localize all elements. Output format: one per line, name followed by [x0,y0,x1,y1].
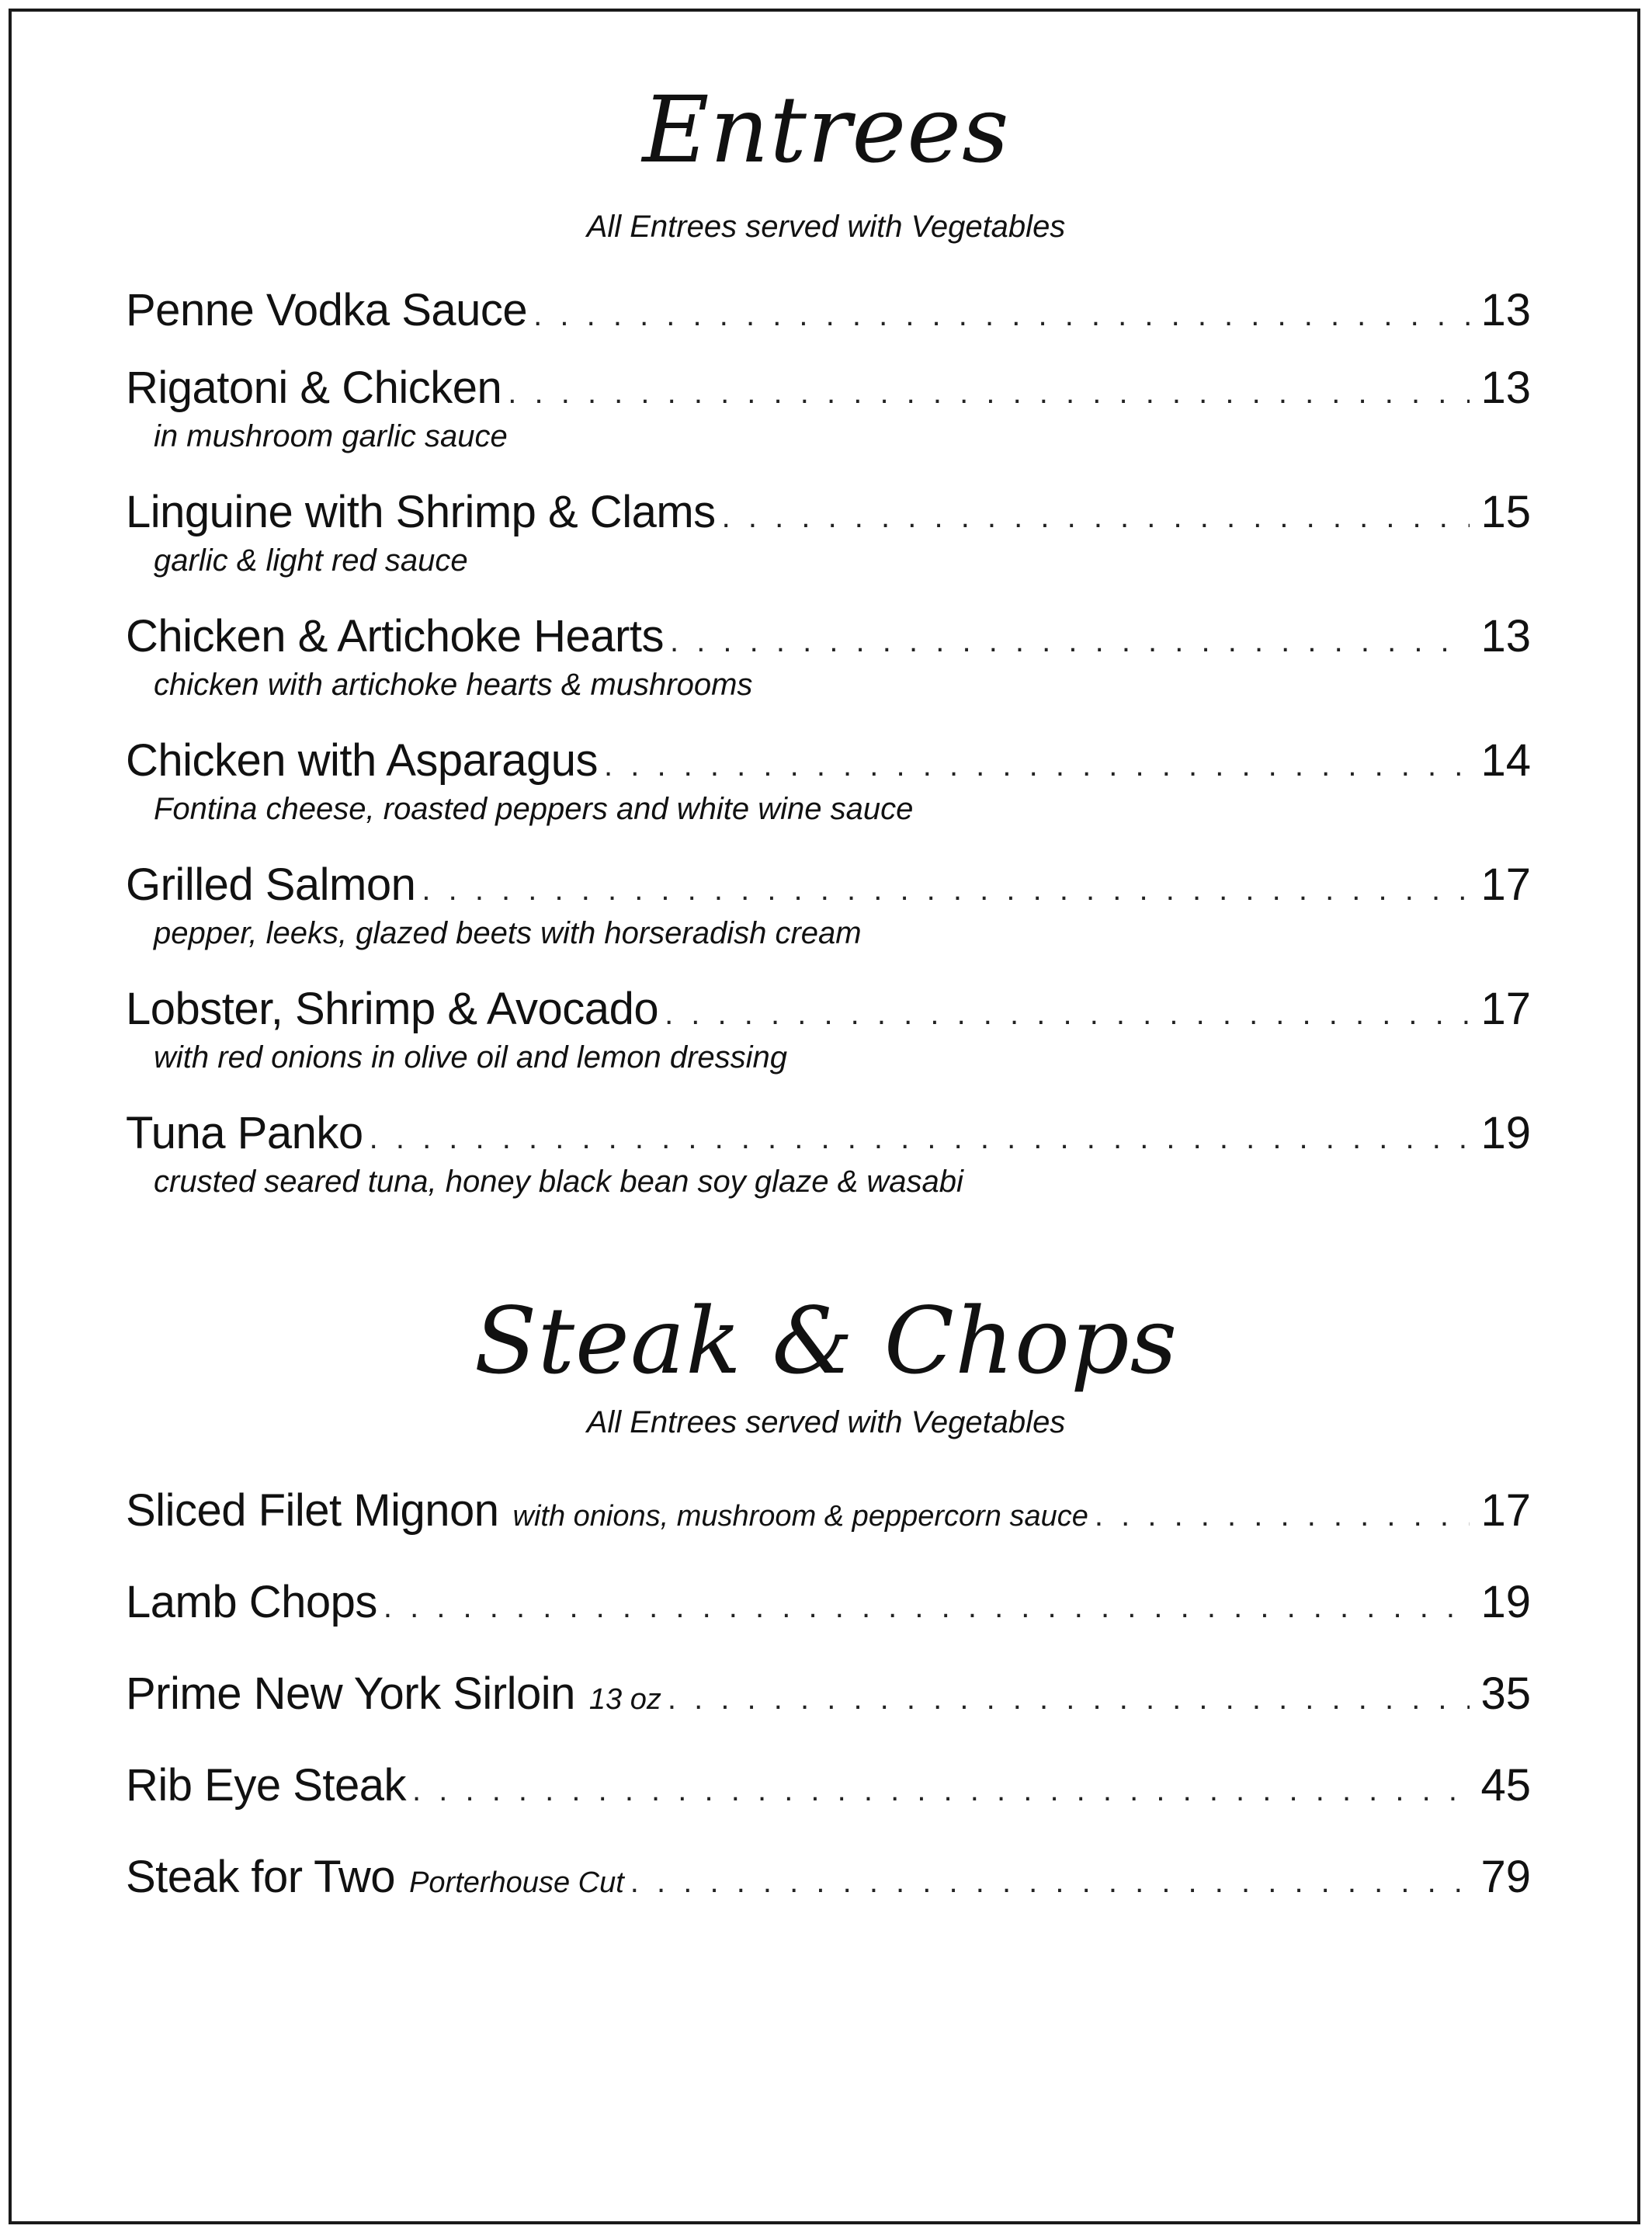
item-price: 19 [1480,1577,1531,1627]
item-name: Tuna Panko [126,1108,363,1158]
dot-leader [630,1852,1470,1911]
menu-item [126,980,1531,1076]
item-name: Rib Eye Steak [126,1760,407,1811]
item-description: in mushroom garlic sauce [154,419,508,453]
item-price: 17 [1480,984,1531,1034]
item-name: Rigatoni & Chicken [126,363,502,413]
dot-leader [508,363,1470,422]
menu-item [126,1481,1531,1540]
item-description: garlic & light red sauce [154,543,468,578]
item-name: Penne Vodka Sauce [126,285,528,335]
dot-leader [384,1578,1470,1637]
item-price: 15 [1480,487,1531,537]
item-name: Chicken with Asparagus [126,735,598,786]
steak-chops-title: Steak & Chops [474,1287,1178,1394]
dot-leader [422,860,1470,919]
item-note: with onions, mushroom & peppercorn sauce [512,1500,1088,1533]
item-price: 13 [1480,363,1531,413]
entrees-title: Entrees [642,76,1010,183]
item-name: Prime New York Sirloin [126,1668,575,1719]
menu-item [126,607,1531,703]
menu-item [126,731,1531,828]
item-price: 13 [1480,285,1531,335]
item-name: Grilled Salmon [126,859,416,910]
dot-leader [412,1761,1470,1820]
item-price: 79 [1480,1852,1531,1902]
item-price: 14 [1480,735,1531,786]
item-description: pepper, leeks, glazed beets with horseradish cream [154,916,862,950]
item-price: 17 [1480,1485,1531,1536]
item-name: Sliced Filet Mignon [126,1485,499,1536]
item-description: chicken with artichoke hearts & mushrooms [154,668,753,702]
menu-item [126,1756,1531,1815]
menu-item [126,1848,1531,1907]
steak-chops-subtitle: All Entrees served with Vegetables [586,1405,1066,1439]
item-note: 13 oz [588,1683,661,1716]
menu-item [126,1665,1531,1724]
dot-leader [668,1669,1470,1728]
item-description: crusted seared tuna, honey black bean soy glaze & wasabi [154,1165,963,1199]
menu-item [126,483,1531,579]
item-price: 13 [1480,611,1531,661]
menu-item [126,856,1531,952]
dot-leader [1095,1486,1470,1545]
item-price: 17 [1480,859,1531,910]
item-price: 45 [1480,1760,1531,1811]
item-note: Porterhouse Cut [409,1866,624,1899]
item-name: Chicken & Artichoke Hearts [126,611,664,661]
item-name: Linguine with Shrimp & Clams [126,487,716,537]
dot-leader [533,286,1470,345]
dot-leader [665,984,1470,1043]
dot-leader [370,1109,1470,1168]
entrees-subtitle: All Entrees served with Vegetables [586,210,1066,244]
item-name: Lobster, Shrimp & Avocado [126,984,659,1034]
item-price: 35 [1480,1668,1531,1719]
menu-item [126,1104,1531,1200]
dot-leader [670,612,1470,671]
item-price: 19 [1480,1108,1531,1158]
menu-item [126,281,1531,340]
dot-leader [604,736,1470,795]
item-name: Steak for Two [126,1852,396,1902]
item-description: with red onions in olive oil and lemon dressing [154,1040,788,1075]
dot-leader [722,488,1470,547]
menu-item [126,1573,1531,1632]
item-description: Fontina cheese, roasted peppers and white wine sauce [154,792,914,826]
menu-item [126,359,1531,455]
item-name: Lamb Chops [126,1577,377,1627]
